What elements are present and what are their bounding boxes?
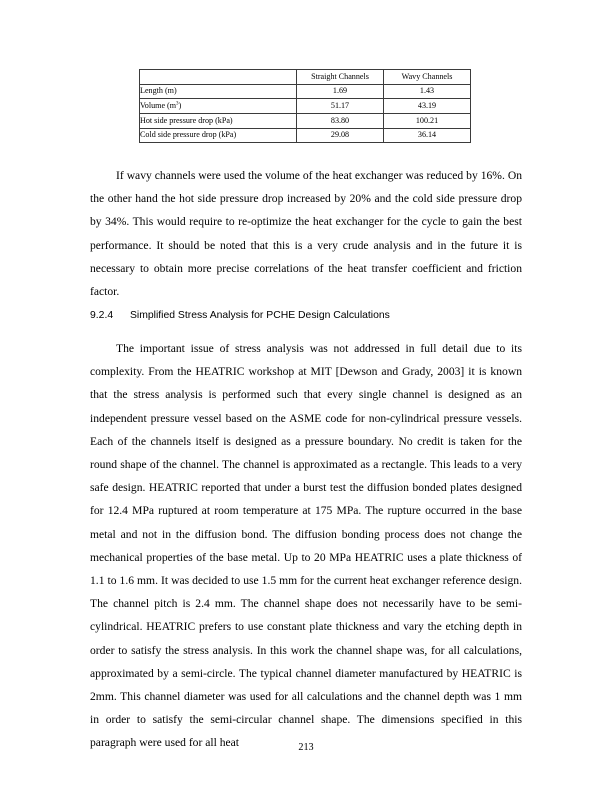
table-row bbox=[140, 84, 471, 99]
row-label-hot-side-pressure-drop: Hot side pressure drop (kPa) bbox=[140, 114, 297, 129]
row-label-volume bbox=[140, 99, 297, 114]
channel-comparison-table bbox=[139, 69, 471, 143]
row-value-volume-straight: 51.17 bbox=[297, 99, 384, 114]
table-header-wavy-channels: Wavy Channels bbox=[384, 70, 471, 85]
row-value-cold-side-wavy: 36.14 bbox=[384, 128, 471, 143]
row-value-volume-wavy: 43.19 bbox=[384, 99, 471, 114]
section-heading-title: Simplified Stress Analysis for PCHE Design Calculations bbox=[130, 310, 390, 321]
paragraph-wavy-channels-results: If wavy channels were used the volume of the heat exchanger was reduced by 16%. On the other hand the hot side pressure drop increased by 20% and the cold side pressure drop by 34%. This would require to re-optimize the heat exchanger for the cycle to gain the best performance. It should be noted that this is a very crude analysis and in the future it is necessary to obtain more precise correlations of the heat transfer coefficient and friction factor. bbox=[90, 169, 522, 299]
row-value-hot-side-wavy: 100.21 bbox=[384, 114, 471, 129]
row-value-cold-side-straight: 29.08 bbox=[297, 128, 384, 143]
row-value-length-straight: 1.69 bbox=[297, 84, 384, 99]
table-row bbox=[140, 114, 471, 129]
section-heading bbox=[90, 309, 522, 323]
row-value-length-wavy: 1.43 bbox=[384, 84, 471, 99]
section-heading-number: 9.2.4 bbox=[90, 310, 114, 321]
table-row bbox=[140, 128, 471, 143]
paragraph-wavy-channels-results-container bbox=[90, 164, 522, 303]
row-label-volume-tail: ) bbox=[178, 100, 182, 110]
table-row bbox=[140, 99, 471, 114]
row-value-hot-side-straight: 83.80 bbox=[297, 114, 384, 129]
row-label-volume-text: Volume (m bbox=[140, 100, 177, 110]
row-label-volume-exponent: 3 bbox=[176, 101, 179, 107]
channel-comparison-table-container bbox=[139, 69, 471, 143]
row-label-cold-side-pressure-drop: Cold side pressure drop (kPa) bbox=[140, 128, 297, 143]
paragraph-stress-analysis-container bbox=[90, 337, 522, 755]
paragraph-stress-analysis: The important issue of stress analysis was not addressed in full detail due to its complexity. From the HEATRIC workshop at MIT [Dewson and Grady, 2003] it is known that the stress analysis is performed such that every single channel is designed as an independent pressure vessel based on the ASME code for non-cylindrical pressure vessels. Each of the channels itself is designed as a pressure boundary. No credit is taken for the round shape of the channel. The channel is approximated as a rectangle. This leads to a very safe design. HEATRIC reported that under a burst test the diffusion bonded plates designed for 12.4 MPa ruptured at room temperature at 175 MPa. The rupture occurred in the base metal and not in the diffusion bond. The diffusion bonding process does not change the mechanical properties of the base metal. Up to 20 MPa HEATRIC uses a plate thickness of 1.1 to 1.6 mm. It was decided to use 1.5 mm for the current heat exchanger reference design. The channel pitch is 2.4 mm. The channel shape does not necessarily have to be semi-cylindrical. HEATRIC prefers to use constant plate thickness and vary the etching depth in order to satisfy the stress analysis. In this work the channel shape was, for all calculations, approximated by a semi-circle. The typical channel diameter manufactured by HEATRIC is 2mm. This channel diameter was used for all calculations and the channel depth was 1 mm in order to satisfy the semi-circular channel shape. The dimensions specified in this paragraph were used for all heat bbox=[90, 342, 522, 750]
page-number: 213 bbox=[298, 742, 314, 753]
table-header-empty bbox=[140, 70, 297, 85]
table-header-straight-channels: Straight Channels bbox=[297, 70, 384, 85]
row-label-length: Length (m) bbox=[140, 84, 297, 99]
table-header-row bbox=[140, 70, 471, 85]
